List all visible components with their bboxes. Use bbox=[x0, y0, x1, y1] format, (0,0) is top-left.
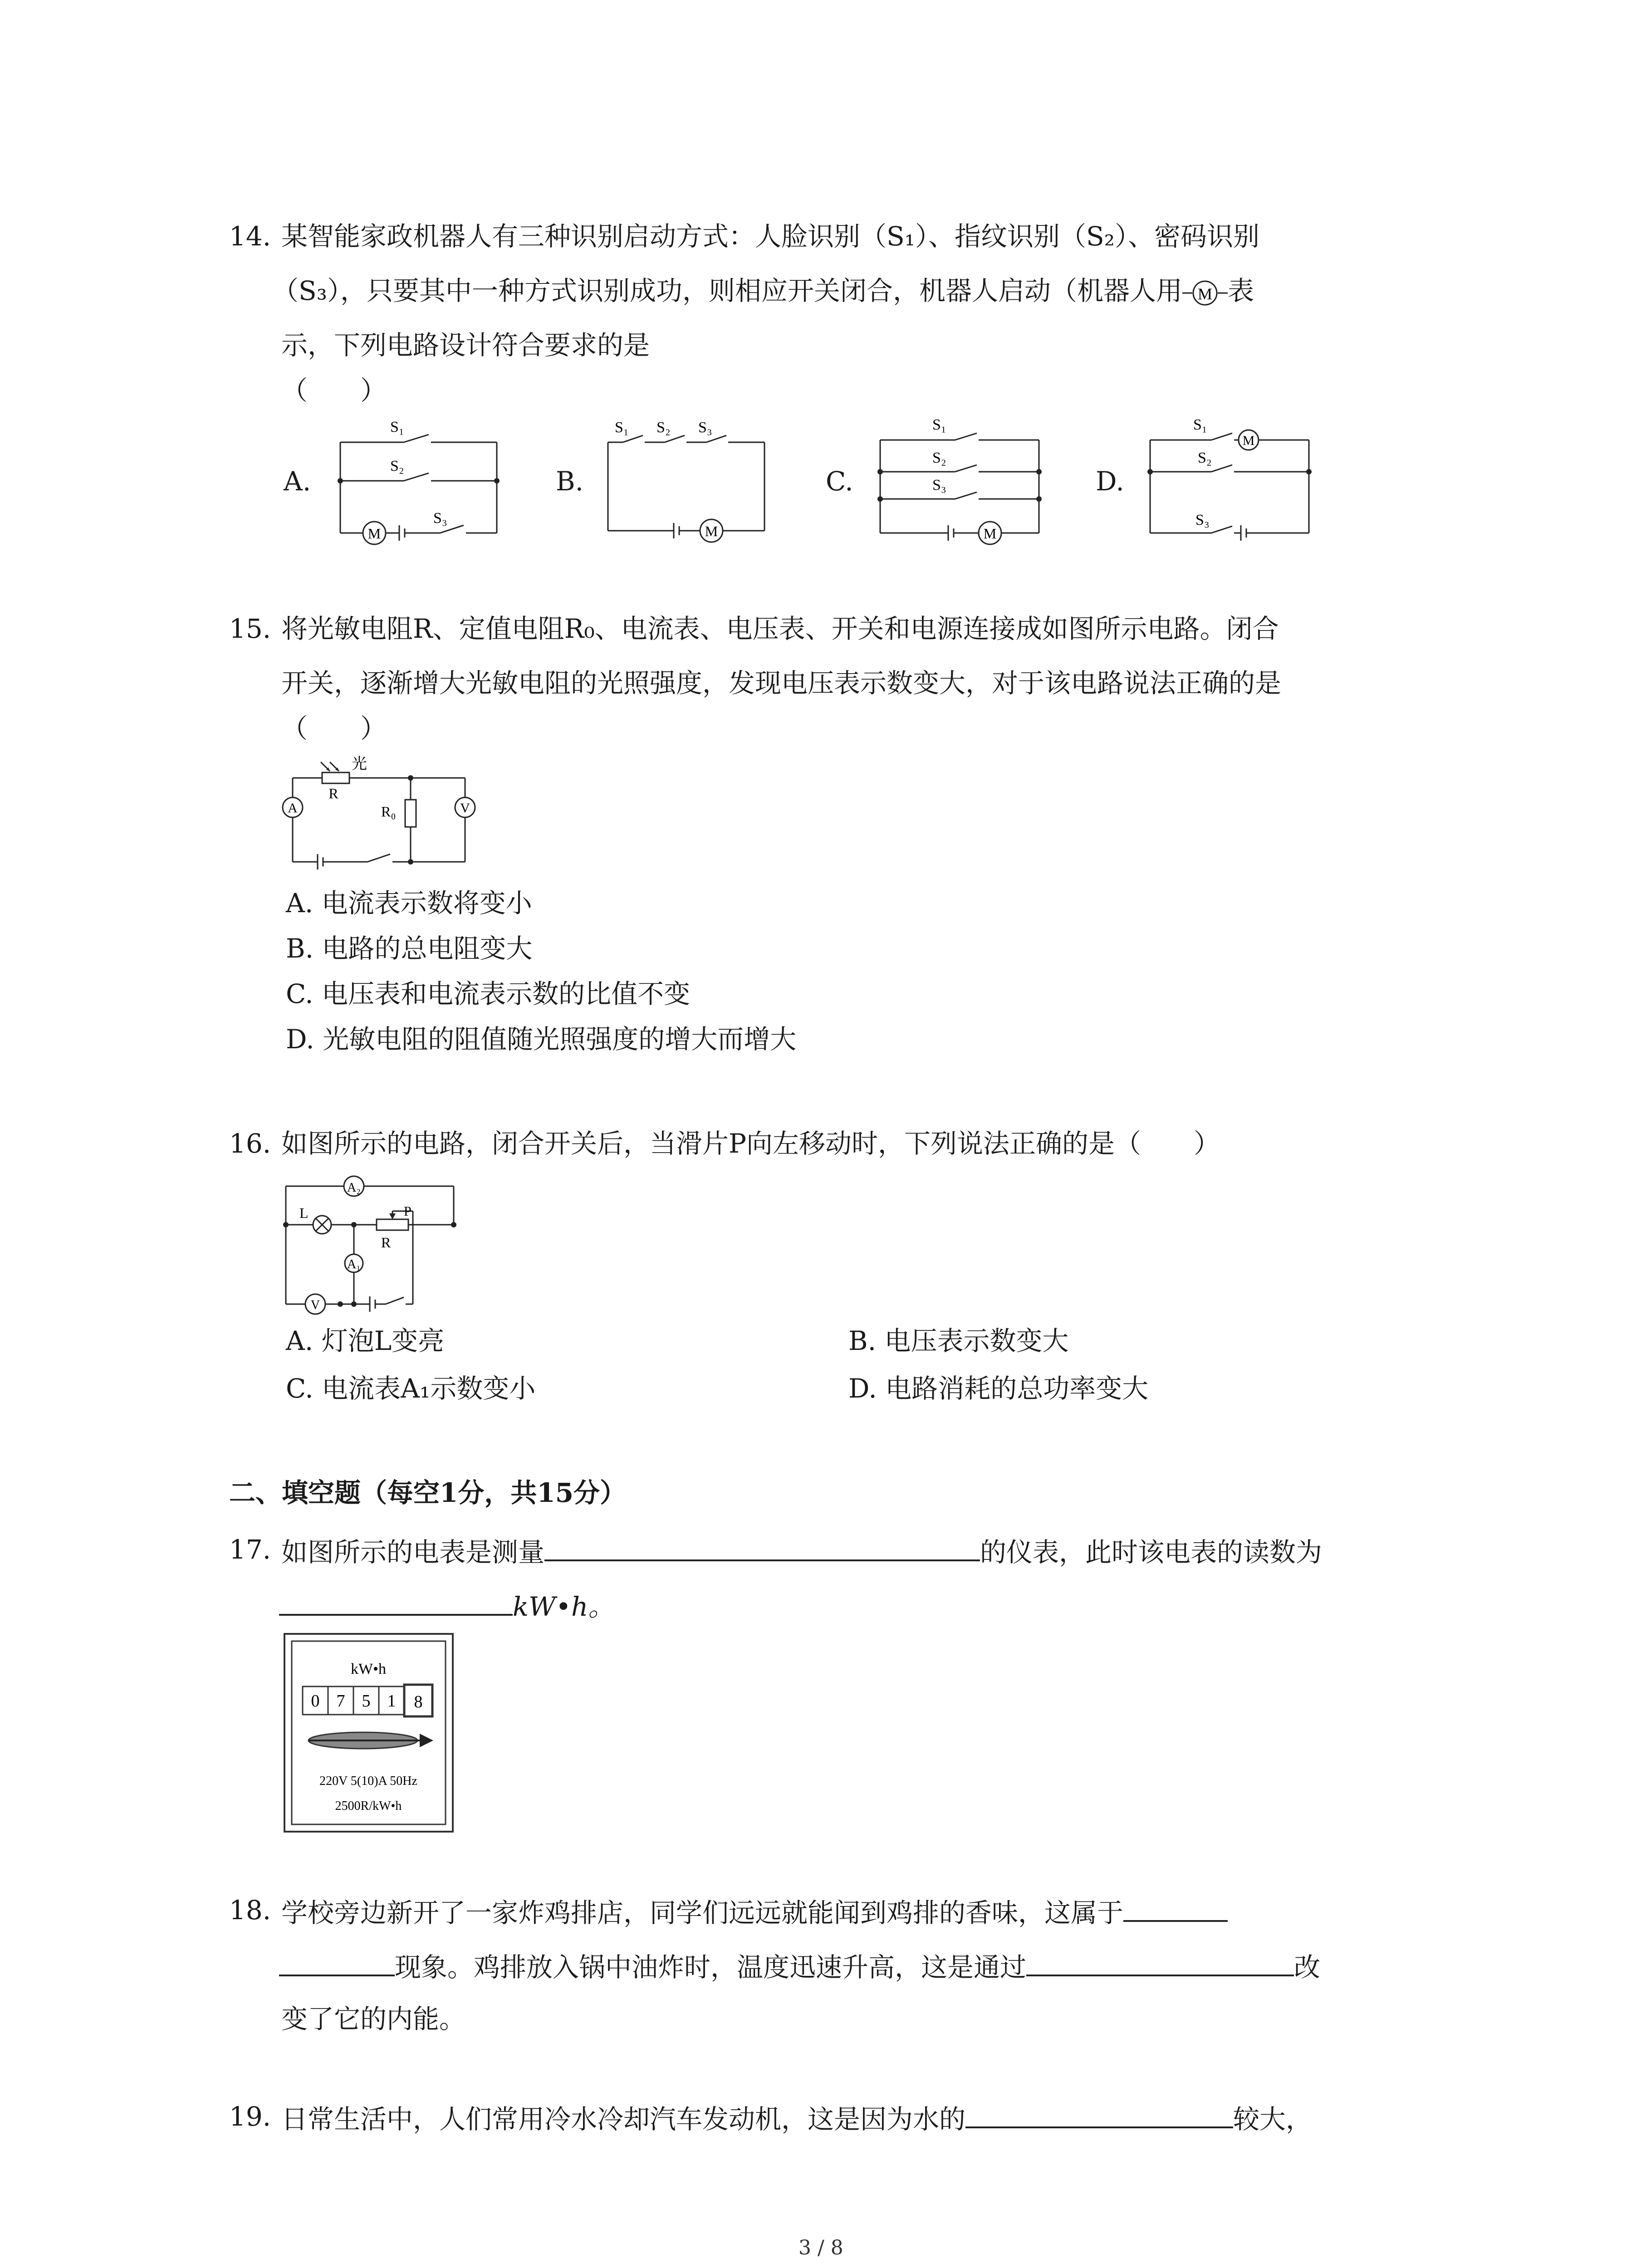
q14-line2 bbox=[272, 274, 1254, 308]
q18-blank-1[interactable] bbox=[1123, 1894, 1228, 1922]
q18-blank-1-cont[interactable] bbox=[279, 1948, 395, 1976]
meter-digit-1: 0 bbox=[311, 1691, 320, 1711]
meter-unit-label: kW•h bbox=[351, 1661, 386, 1677]
q14d-s3-label: S₃ bbox=[1195, 512, 1210, 528]
q15-option-a: A. 电流表示数将变小 bbox=[286, 888, 532, 919]
q16-a1-label: A₁ bbox=[347, 1257, 361, 1271]
q16-option-b: B. 电压表示数变大 bbox=[848, 1325, 1069, 1356]
meter-spec-1: 220V 5(10)A 50Hz bbox=[319, 1774, 417, 1788]
q18-line2a: 现象。鸡排放入锅中油炸时，温度迅速升高，这是通过 bbox=[395, 1952, 1027, 1983]
q14-number: 14. bbox=[229, 221, 271, 252]
q15-r0-label: R₀ bbox=[381, 803, 396, 820]
q19-number: 19. bbox=[229, 2101, 271, 2132]
q18-line1 bbox=[281, 1894, 1228, 1930]
q17-blank-1[interactable] bbox=[544, 1533, 980, 1561]
q14-line2b: 表 bbox=[1228, 275, 1254, 306]
q14c-s1-label: S₁ bbox=[932, 416, 946, 433]
q19-pre: 日常生活中，人们常用冷水冷却汽车发动机，这是因为水的 bbox=[281, 2104, 966, 2135]
q14b-s1-label: S₁ bbox=[615, 419, 629, 436]
q19-blank-1[interactable] bbox=[965, 2100, 1233, 2128]
q16-a2-label: A₂ bbox=[347, 1181, 361, 1195]
q14d-s2-label: S₂ bbox=[1198, 450, 1212, 466]
meter-spec-2: 2500R/kW•h bbox=[335, 1799, 402, 1813]
q15-line1: 将光敏电阻R、定值电阻R₀、电流表、电压表、开关和电源连接成如图所示电路。闭合 bbox=[281, 613, 1279, 644]
q14b-s2-label: S₂ bbox=[656, 419, 671, 436]
q15-light-label: 光 bbox=[352, 756, 367, 772]
q14-option-a-label: A. bbox=[284, 466, 311, 497]
q17-pre: 如图所示的电表是测量 bbox=[281, 1537, 545, 1568]
q14-option-b-label: B. bbox=[556, 466, 584, 497]
q17-unit: kW•h。 bbox=[513, 1591, 615, 1622]
q16-line1: 如图所示的电路，闭合开关后，当滑片P向左移动时，下列说法正确的是（ ） bbox=[281, 1128, 1220, 1159]
section-title: 二、填空题（每空1分，共15分） bbox=[229, 1477, 627, 1508]
q14b-motor-label: M bbox=[705, 523, 718, 539]
q16-option-c: C. 电流表A₁示数变小 bbox=[286, 1373, 536, 1404]
q14-circuit-b bbox=[601, 411, 771, 547]
q17-blank-2[interactable] bbox=[279, 1588, 513, 1616]
q14-circuit-d bbox=[1143, 411, 1318, 551]
svg-text:M: M bbox=[1197, 284, 1213, 303]
q14-bracket: （ ） bbox=[281, 375, 387, 406]
q14a-motor-label: M bbox=[367, 525, 381, 542]
q14c-motor-label: M bbox=[983, 525, 997, 542]
q15-voltmeter-label: V bbox=[460, 801, 470, 816]
q18-line1-text: 学校旁边新开了一家炸鸡排店，同学们远远就能闻到鸡排的香味，这属于 bbox=[281, 1897, 1124, 1928]
q14-circuit-c bbox=[873, 411, 1048, 551]
q14-line1: 某智能家政机器人有三种识别启动方式：人脸识别（S₁）、指纹识别（S₂）、密码识别 bbox=[281, 221, 1259, 252]
q14b-s3-label: S₃ bbox=[698, 419, 712, 436]
electric-meter bbox=[284, 1633, 454, 1833]
q14a-s2-label: S₂ bbox=[390, 458, 404, 474]
meter-digit-4: 1 bbox=[387, 1691, 396, 1711]
q15-option-b: B. 电路的总电阻变大 bbox=[286, 933, 533, 964]
q14-option-d-label: D. bbox=[1096, 466, 1124, 497]
q15-line2: 开关，逐渐增大光敏电阻的光照强度，发现电压表示数变大，对于该电路说法正确的是 bbox=[281, 668, 1282, 699]
q16-option-a: A. 灯泡L变亮 bbox=[286, 1325, 445, 1356]
meter-digit-3: 5 bbox=[362, 1691, 371, 1711]
q18-line3: 变了它的内能。 bbox=[281, 2004, 466, 2034]
q16-l-label: L bbox=[299, 1205, 309, 1221]
meter-digit-2: 7 bbox=[336, 1691, 345, 1711]
q14a-s3-label: S₃ bbox=[433, 510, 447, 527]
q14-circuit-a bbox=[336, 413, 504, 549]
q14d-s1-label: S₁ bbox=[1193, 416, 1207, 433]
q18-blank-2[interactable] bbox=[1026, 1948, 1294, 1976]
meter-digit-5: 8 bbox=[414, 1692, 423, 1711]
q14-line2a: （S₃），只要其中一种方式识别成功，则相应开关闭合，机器人启动（机器人用 bbox=[272, 275, 1182, 306]
q14-line3: 示，下列电路设计符合要求的是 bbox=[281, 330, 650, 361]
q18-line2 bbox=[279, 1948, 1320, 1984]
q16-circuit bbox=[277, 1168, 467, 1322]
q16-number: 16. bbox=[229, 1128, 271, 1159]
q16-voltmeter-label: V bbox=[310, 1298, 320, 1312]
q19-line1 bbox=[281, 2100, 1312, 2136]
q15-option-c: C. 电压表和电流表示数的比值不变 bbox=[286, 978, 691, 1009]
q17-post: 的仪表，此时该电表的读数为 bbox=[980, 1537, 1323, 1568]
q16-p-label: P bbox=[404, 1204, 411, 1219]
q15-number: 15. bbox=[229, 613, 271, 644]
q14c-s3-label: S₃ bbox=[932, 477, 946, 494]
q19-post: 较大， bbox=[1233, 2104, 1313, 2135]
q18-line2b: 改 bbox=[1294, 1952, 1321, 1983]
q15-ammeter-label: A bbox=[288, 801, 298, 816]
q14a-s1-label: S₁ bbox=[390, 419, 404, 435]
q16-r-label: R bbox=[381, 1234, 391, 1251]
q15-circuit bbox=[279, 751, 483, 878]
q15-bracket: （ ） bbox=[281, 713, 387, 744]
q16-option-d: D. 电路消耗的总功率变大 bbox=[848, 1373, 1149, 1404]
page-number: 3 / 8 bbox=[798, 2236, 843, 2259]
q14-option-c-label: C. bbox=[826, 466, 853, 497]
q18-number: 18. bbox=[229, 1895, 271, 1926]
q15-r-label: R bbox=[328, 785, 338, 802]
q17-line2 bbox=[279, 1588, 614, 1623]
q14c-s2-label: S₂ bbox=[932, 450, 946, 466]
q14d-motor-label: M bbox=[1242, 433, 1255, 448]
q17-number: 17. bbox=[229, 1534, 271, 1565]
motor-icon bbox=[1182, 279, 1228, 307]
q17-line1 bbox=[281, 1533, 1322, 1569]
q15-option-d: D. 光敏电阻的阻值随光照强度的增大而增大 bbox=[286, 1024, 797, 1055]
